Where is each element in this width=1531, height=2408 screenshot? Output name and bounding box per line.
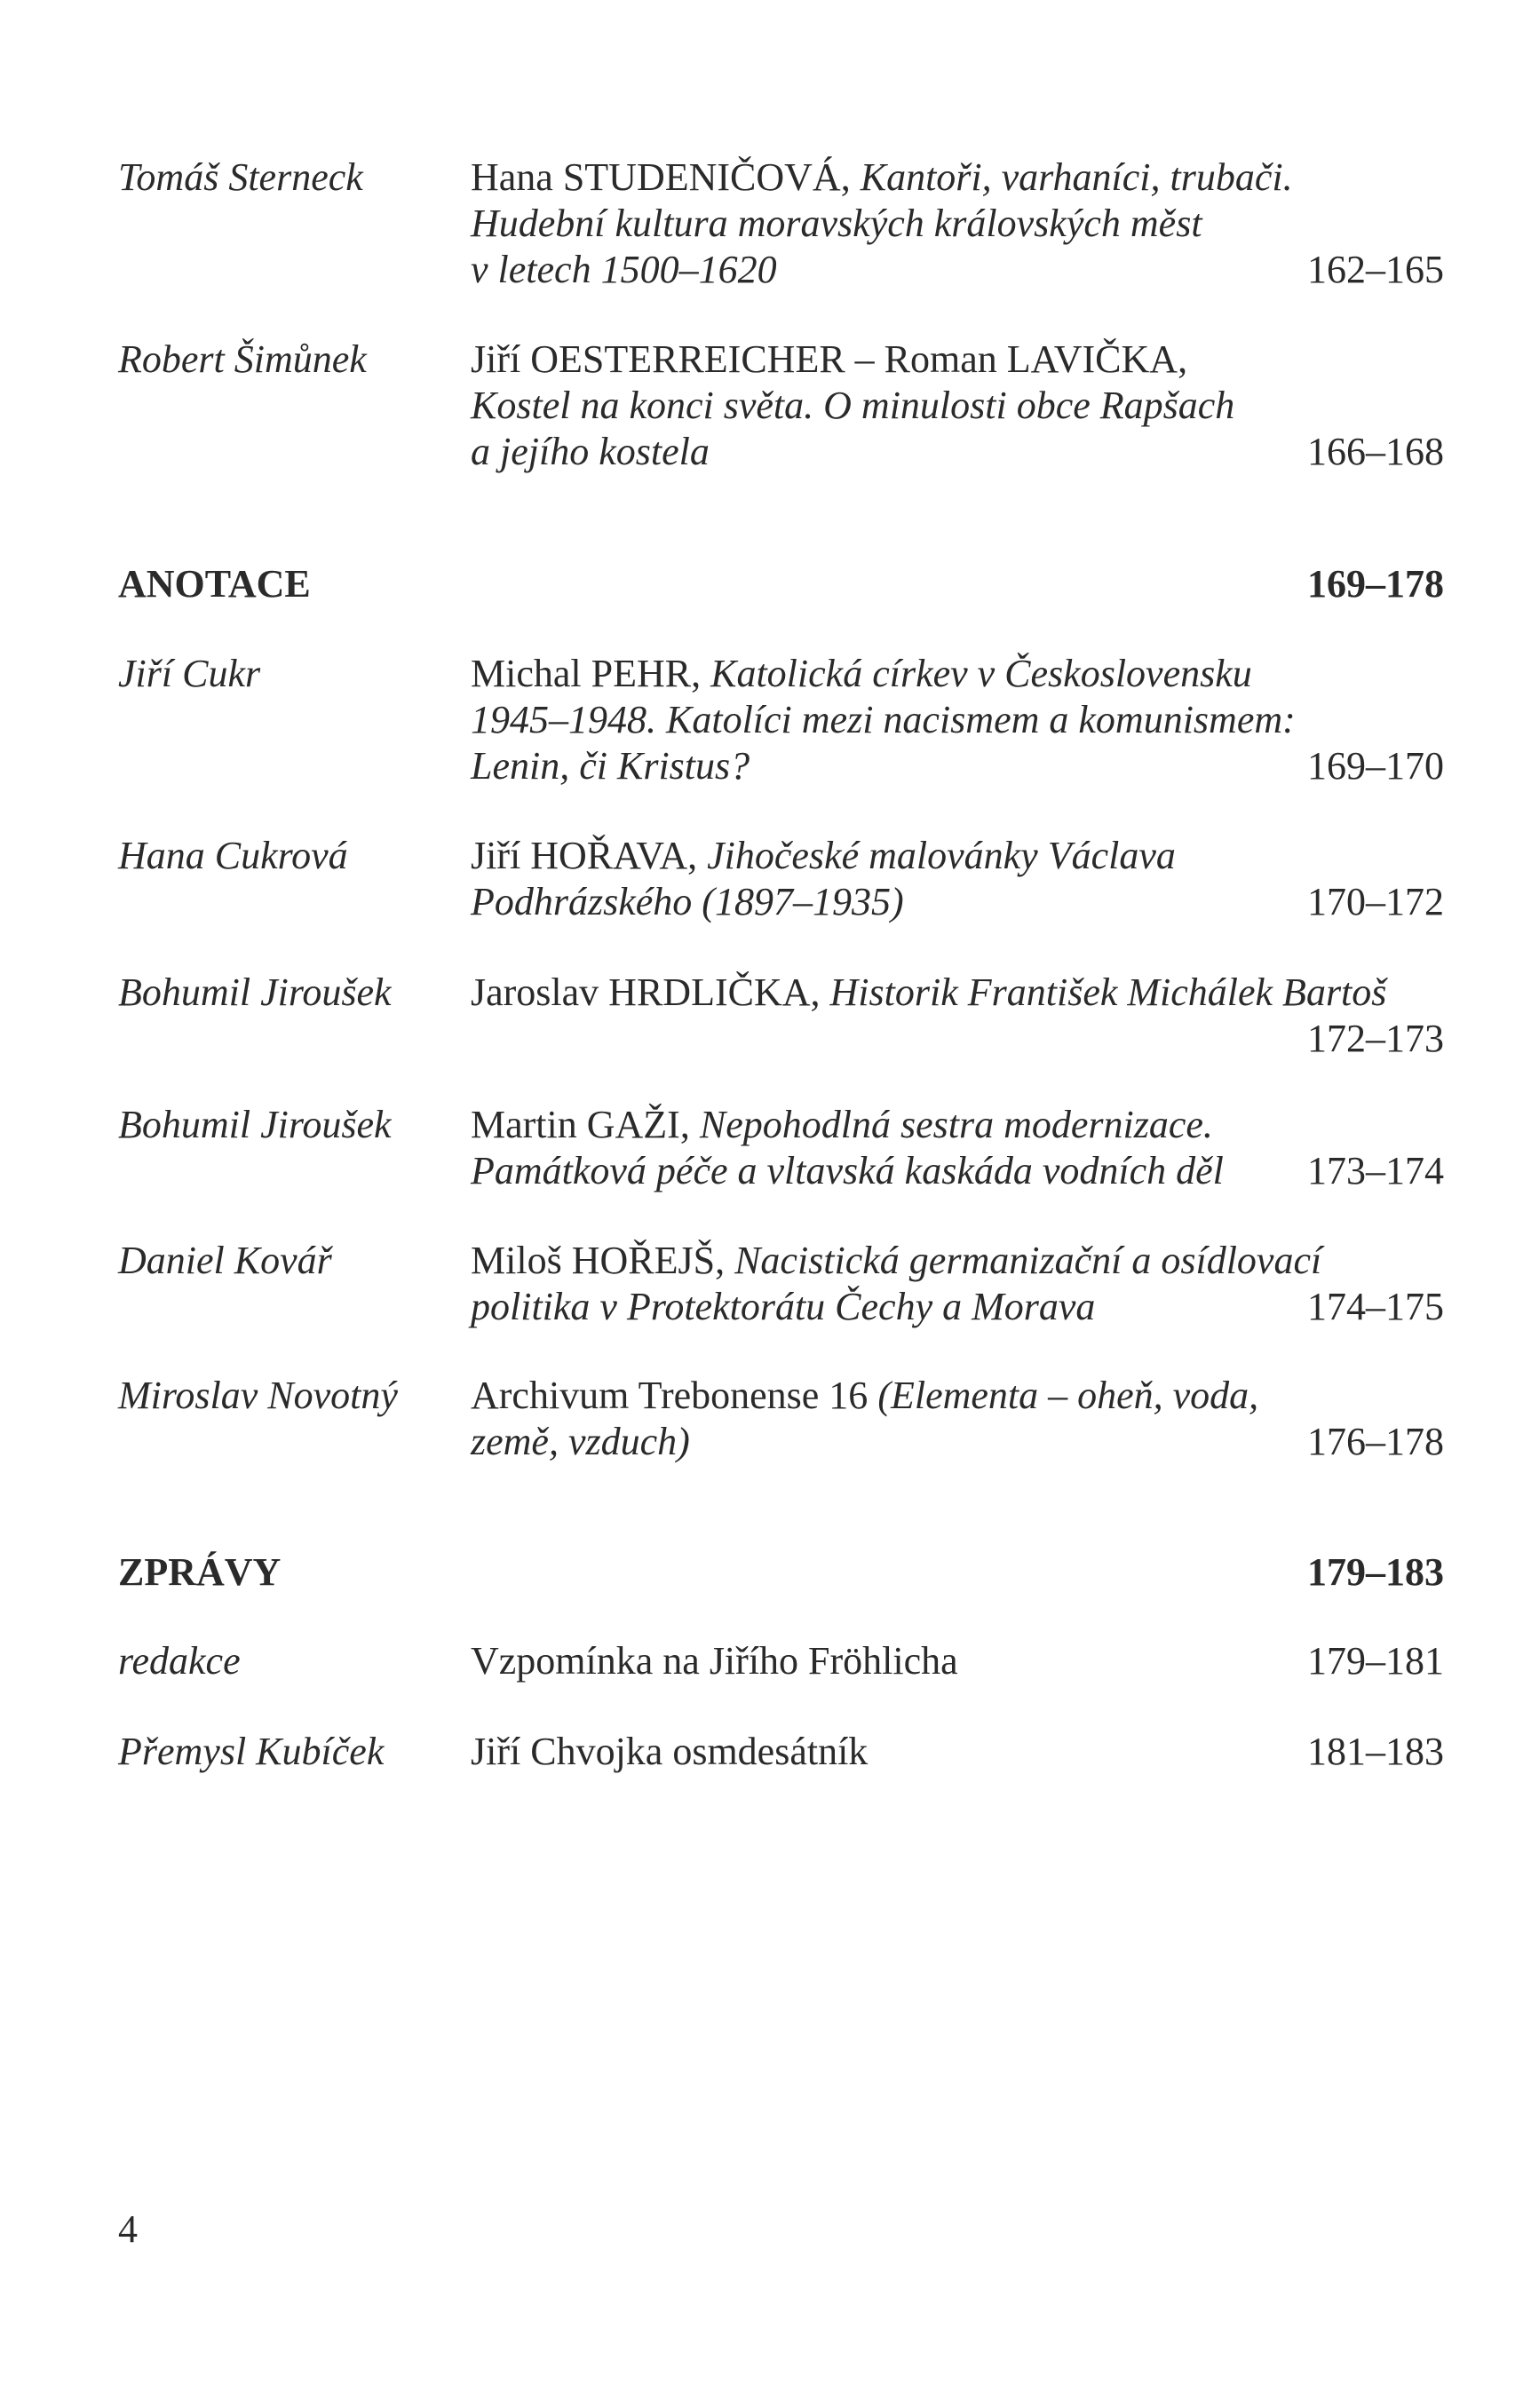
entry-title: [471, 1102, 1448, 1194]
entry-author: Bohumil Jiroušek: [118, 1103, 392, 1146]
entry-title-line: Lenin, či Kristus?: [471, 744, 750, 788]
entry-title-plain: Miloš HOŘEJŠ,: [471, 1239, 735, 1282]
entry-pages: 166–168: [1307, 430, 1444, 473]
entry-title: [471, 154, 1448, 293]
entry-title-italic: Jihočeské malovánky Václava: [707, 834, 1176, 877]
entry-pages: 176–178: [1307, 1420, 1444, 1463]
entry-title-line: země, vzduch): [471, 1420, 690, 1463]
entry-title-line: Hudební kultura moravských královských měst: [471, 202, 1202, 245]
entry-pages: 170–172: [1307, 880, 1444, 923]
entry-pages: 173–174: [1307, 1149, 1444, 1192]
entry-pages: 169–170: [1307, 744, 1444, 788]
entry-author: Daniel Kovář: [118, 1239, 332, 1282]
entry-title-plain: Archivum Trebonense 16: [471, 1374, 878, 1417]
entry-title-plain: Hana STUDENIČOVÁ,: [471, 155, 861, 199]
entry-title: [471, 1238, 1448, 1330]
entry-title: [471, 1373, 1448, 1465]
entry-title-italic: Historik František Michálek Bartoš: [829, 970, 1387, 1014]
entry-author: Miroslav Novotný: [118, 1374, 398, 1417]
entry-title-plain: Michal PEHR,: [471, 652, 711, 695]
entry-title-plain: Martin GAŽI,: [471, 1103, 700, 1146]
entry-title-plain: Jiří OESTERREICHER – Roman LAVIČKA,: [471, 337, 1188, 381]
entry-title-line: politika v Protektorátu Čechy a Morava: [471, 1285, 1096, 1328]
entry-title-italic: Nacistická germanizační a osídlovací: [734, 1239, 1322, 1282]
entry-author: Bohumil Jiroušek: [118, 970, 392, 1014]
entry-title-line: 1945–1948. Katolíci mezi nacismem a komunismem:: [471, 698, 1296, 741]
entry-title-line: Památková péče a vltavská kaskáda vodních děl: [471, 1149, 1224, 1192]
entry-author: Robert Šimůnek: [118, 337, 367, 381]
entry-title: [471, 1638, 1448, 1684]
entry-author: Hana Cukrová: [118, 834, 348, 877]
entry-title-plain: Jiří HOŘAVA,: [471, 834, 708, 877]
entry-title-line: Kostel na konci světa. O minulosti obce Rapšach: [471, 384, 1235, 427]
entry-author: redakce: [118, 1639, 241, 1683]
entry-title-italic: Kantoři, varhaníci, trubači.: [860, 155, 1293, 199]
entry-title-plain: Jaroslav HRDLIČKA,: [471, 970, 830, 1014]
entry-pages: 174–175: [1307, 1285, 1444, 1328]
section-heading-zpravy: ZPRÁVY: [118, 1550, 282, 1594]
entry-title: [471, 651, 1448, 789]
section-pages-anotace: 169–178: [1307, 562, 1444, 606]
entry-pages: 172–173: [1307, 1017, 1444, 1060]
page-number: 4: [118, 2207, 138, 2251]
entry-title-plain: Jiří Chvojka osmdesátník: [471, 1730, 869, 1773]
entry-pages: 179–181: [1307, 1639, 1444, 1683]
entry-title: [471, 1729, 1448, 1775]
section-heading-anotace: ANOTACE: [118, 562, 311, 606]
entry-title-plain: Vzpomínka na Jiřího Fröhlicha: [471, 1639, 958, 1683]
entry-title-line: Podhrázského (1897–1935): [471, 880, 904, 923]
entry-title: [471, 337, 1448, 475]
entry-title-italic: (Elementa – oheň, voda,: [877, 1374, 1259, 1417]
section-pages-zpravy: 179–183: [1307, 1550, 1444, 1594]
entry-pages: 181–183: [1307, 1730, 1444, 1773]
entry-title: [471, 833, 1448, 925]
entry-author: Přemysl Kubíček: [118, 1730, 385, 1773]
entry-author: Tomáš Sterneck: [118, 155, 363, 199]
entry-title-italic: Nepohodlná sestra modernizace.: [699, 1103, 1213, 1146]
entry-title-line: v letech 1500–1620: [471, 248, 777, 291]
entry-title-italic: Katolická církev v Československu: [710, 652, 1252, 695]
entry-title: [471, 970, 1448, 1016]
entry-title-line: a jejího kostela: [471, 430, 710, 473]
entry-pages: 162–165: [1307, 248, 1444, 291]
entry-author: Jiří Cukr: [118, 652, 261, 695]
